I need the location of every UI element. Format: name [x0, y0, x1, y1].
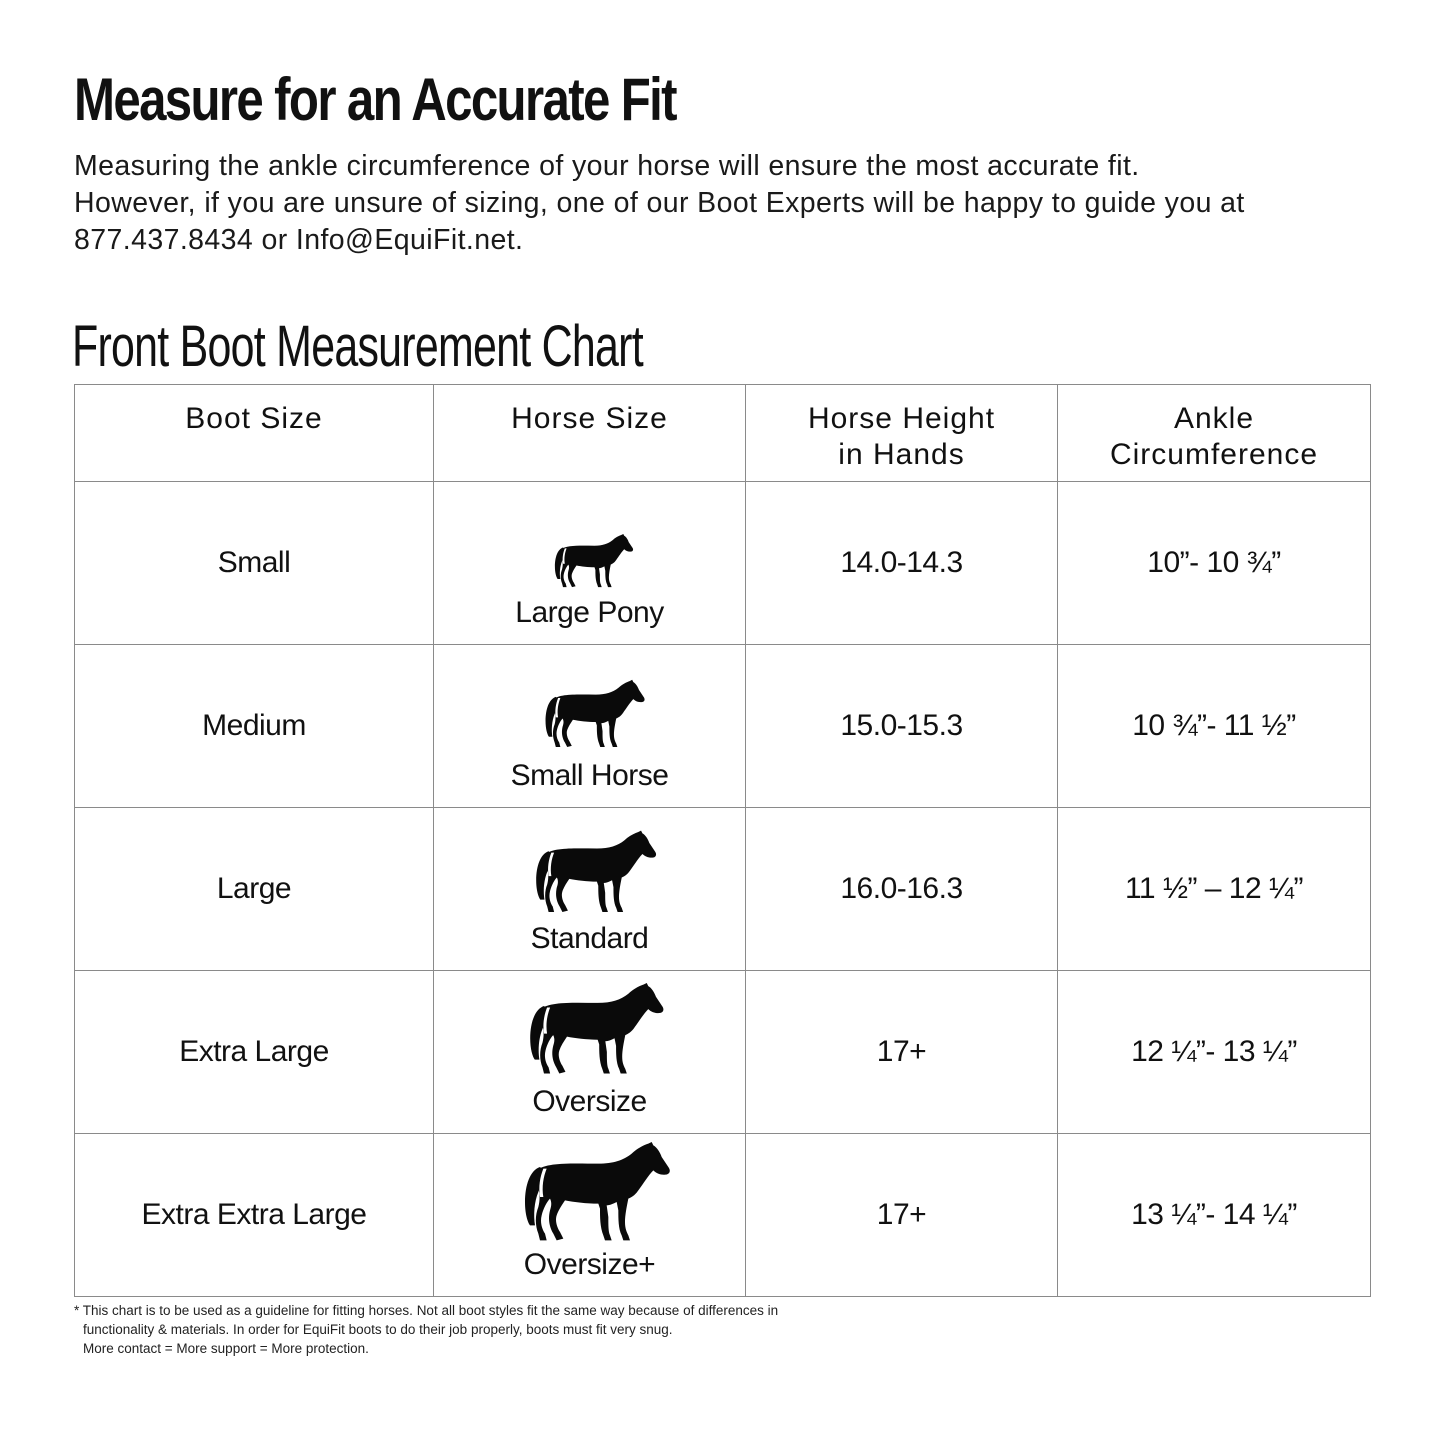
horse-height-cell: 17+ — [746, 1134, 1058, 1297]
page-title: Measure for an Accurate Fit — [74, 66, 676, 133]
table-row — [75, 645, 1371, 808]
header-boot-size: Boot Size — [75, 385, 434, 482]
footnote-line: More contact = More support = More protection. — [83, 1341, 369, 1356]
footnote-line: functionality & materials. In order for EquiFit boots to do their job properly, boots must fit very snug. — [83, 1322, 673, 1337]
horse-height-cell: 17+ — [746, 971, 1058, 1134]
header-horse-height: Horse Height in Hands — [746, 385, 1058, 482]
table-header-row — [75, 385, 1371, 482]
horse-height-cell: 14.0-14.3 — [746, 482, 1058, 645]
boot-size-cell: Small — [75, 482, 434, 645]
table-row — [75, 808, 1371, 971]
footnote — [74, 1301, 778, 1358]
horse-silhouette-icon — [521, 830, 659, 914]
horse-size-cell — [434, 645, 746, 808]
ankle-circumference-cell: 12 ¼”- 13 ¼” — [1058, 971, 1371, 1134]
ankle-circumference-cell: 11 ½” – 12 ¼” — [1058, 808, 1371, 971]
header-ankle-circumference: Ankle Circumference — [1058, 385, 1371, 482]
horse-size-cell — [434, 482, 746, 645]
intro-line: However, if you are unsure of sizing, one of our Boot Experts will be happy to guide you at — [74, 187, 1245, 219]
horse-size-cell — [434, 1134, 746, 1297]
horse-height-cell: 16.0-16.3 — [746, 808, 1058, 971]
boot-size-cell: Medium — [75, 645, 434, 808]
horse-size-label: Large Pony — [515, 596, 664, 629]
ankle-circumference-cell: 10 ¾”- 11 ½” — [1058, 645, 1371, 808]
horse-silhouette-icon — [533, 679, 647, 749]
intro-line: 877.437.8434 or Info@EquiFit.net. — [74, 224, 524, 256]
horse-size-label: Standard — [530, 922, 649, 955]
horse-silhouette-icon — [505, 1142, 675, 1242]
ankle-circumference-cell: 10”- 10 ¾” — [1058, 482, 1371, 645]
boot-size-cell: Large — [75, 808, 434, 971]
footnote-line: * This chart is to be used as a guideline for fitting horses. Not all boot styles fit the same way because of differences in — [74, 1303, 779, 1318]
horse-silhouette-icon — [513, 983, 667, 1075]
intro-paragraph — [74, 148, 1394, 259]
header-horse-size: Horse Size — [434, 385, 746, 482]
horse-size-cell — [434, 971, 746, 1134]
table-row — [75, 971, 1371, 1134]
ankle-circumference-cell: 13 ¼”- 14 ¼” — [1058, 1134, 1371, 1297]
horse-height-cell: 15.0-15.3 — [746, 645, 1058, 808]
measurement-table — [74, 384, 1371, 1297]
table-row — [75, 1134, 1371, 1297]
chart-title: Front Boot Measurement Chart — [72, 314, 643, 379]
horse-size-label: Oversize — [532, 1085, 647, 1118]
intro-line: Measuring the ankle circumference of your horse will ensure the most accurate fit. — [74, 150, 1140, 182]
horse-size-cell — [434, 808, 746, 971]
boot-size-cell: Extra Large — [75, 971, 434, 1134]
boot-size-cell: Extra Extra Large — [75, 1134, 434, 1297]
horse-size-label: Small Horse — [510, 759, 669, 792]
horse-size-label: Oversize+ — [523, 1248, 656, 1281]
horse-silhouette-icon — [544, 534, 636, 588]
table-row — [75, 482, 1371, 645]
